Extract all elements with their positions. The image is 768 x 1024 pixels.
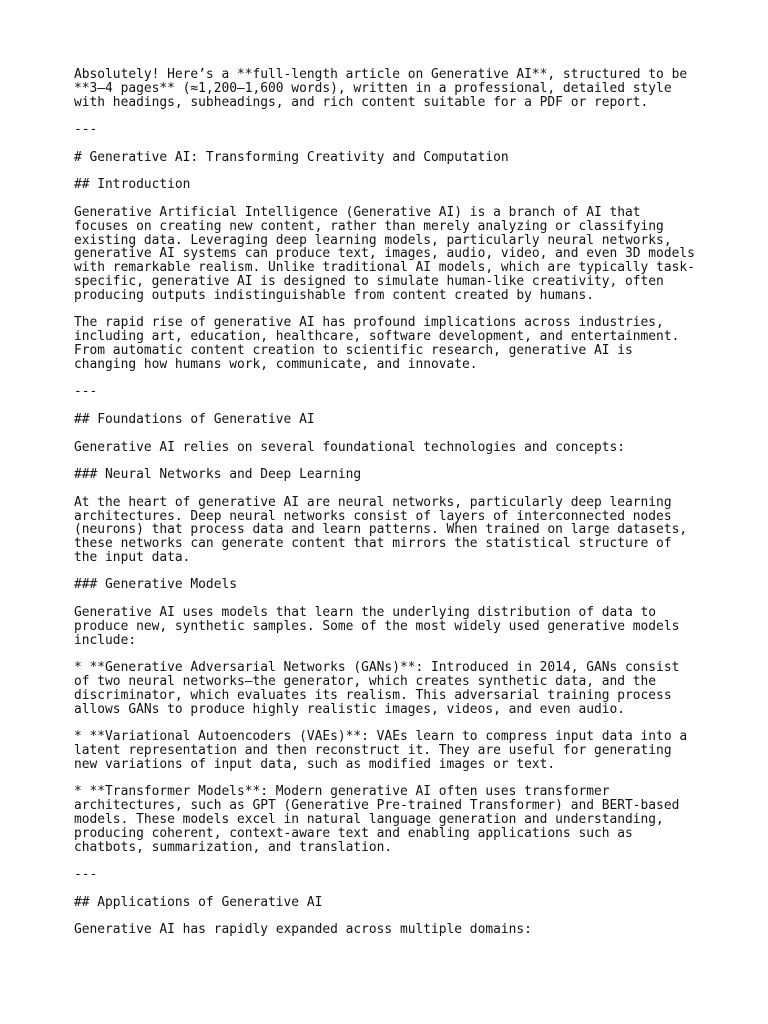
heading-applications: ## Applications of Generative AI — [74, 894, 323, 910]
intro-note: Absolutely! Here’s a **full-length article on Generative AI**, structured to be **3–4 pages** (≈1,200–1,600 words), written in a professional, detailed style with headings, subheadings, and rich content suitable for a PDF or report. — [74, 67, 688, 110]
subheading-generative-models: ### Generative Models — [74, 577, 237, 593]
separator: --- — [74, 384, 98, 400]
list-item-gans: * **Generative Adversarial Networks (GANs)**: Introduced in 2014, GANs consist of two neural networks—the generator, which creates synthetic data, and the discriminator, which evaluates its realism. This adversarial training process allows GANs to produce highly realistic images, videos, and even audio. — [74, 660, 680, 717]
separator: --- — [74, 867, 98, 883]
list-item-vaes: * **Variational Autoencoders (VAEs)**: VAEs learn to compress input data into a latent representation and then reconstruct it. They are useful for generating new variations of input data, such as modified images or text. — [74, 729, 688, 772]
paragraph-applications: Generative AI has rapidly expanded across multiple domains: — [74, 922, 532, 938]
document-page — [74, 68, 704, 951]
paragraph-generative-models: Generative AI uses models that learn the underlying distribution of data to produce new, synthetic samples. Some of the most widely used generative models include: — [74, 605, 680, 648]
paragraph-neural-networks: At the heart of generative AI are neural networks, particularly deep learning architectures. Deep neural networks consist of layers of interconnected nodes (neurons) that process data and learn patterns. When trained on large datasets, these networks can generate content that mirrors the statistical structure of the input data. — [74, 494, 688, 565]
paragraph-intro-1: Generative Artificial Intelligence (Generative AI) is a branch of AI that focuses on creating new content, rather than merely analyzing or classifying existing data. Leveraging deep learning models, particularly neural networks, generative AI systems can produce text, images, audio, video, and even 3D models with remarkable realism. Unlike traditional AI models, which are typically task- specific, generative AI is designed to simulate human-like creativity, often producing outputs indistinguishable from content created by humans. — [74, 204, 695, 303]
paragraph-intro-2: The rapid rise of generative AI has profound implications across industries, including art, education, healthcare, software development, and entertainment. From automatic content creation to scientific research, generative AI is changing how humans work, communicate, and innovate. — [74, 315, 680, 372]
list-item-transformers: * **Transformer Models**: Modern generative AI often uses transformer architectures, such as GPT (Generative Pre-trained Transformer) and BERT-based models. These models excel in natural language generation and understanding, producing coherent, context-aware text and enabling applications such as chatbots, summarization, and translation. — [74, 784, 680, 855]
article-title: # Generative AI: Transforming Creativity and Computation — [74, 149, 509, 165]
paragraph-foundations: Generative AI relies on several foundational technologies and concepts: — [74, 439, 626, 455]
subheading-neural-networks: ### Neural Networks and Deep Learning — [74, 467, 362, 483]
separator: --- — [74, 122, 98, 138]
heading-foundations: ## Foundations of Generative AI — [74, 411, 315, 427]
heading-introduction: ## Introduction — [74, 177, 191, 193]
